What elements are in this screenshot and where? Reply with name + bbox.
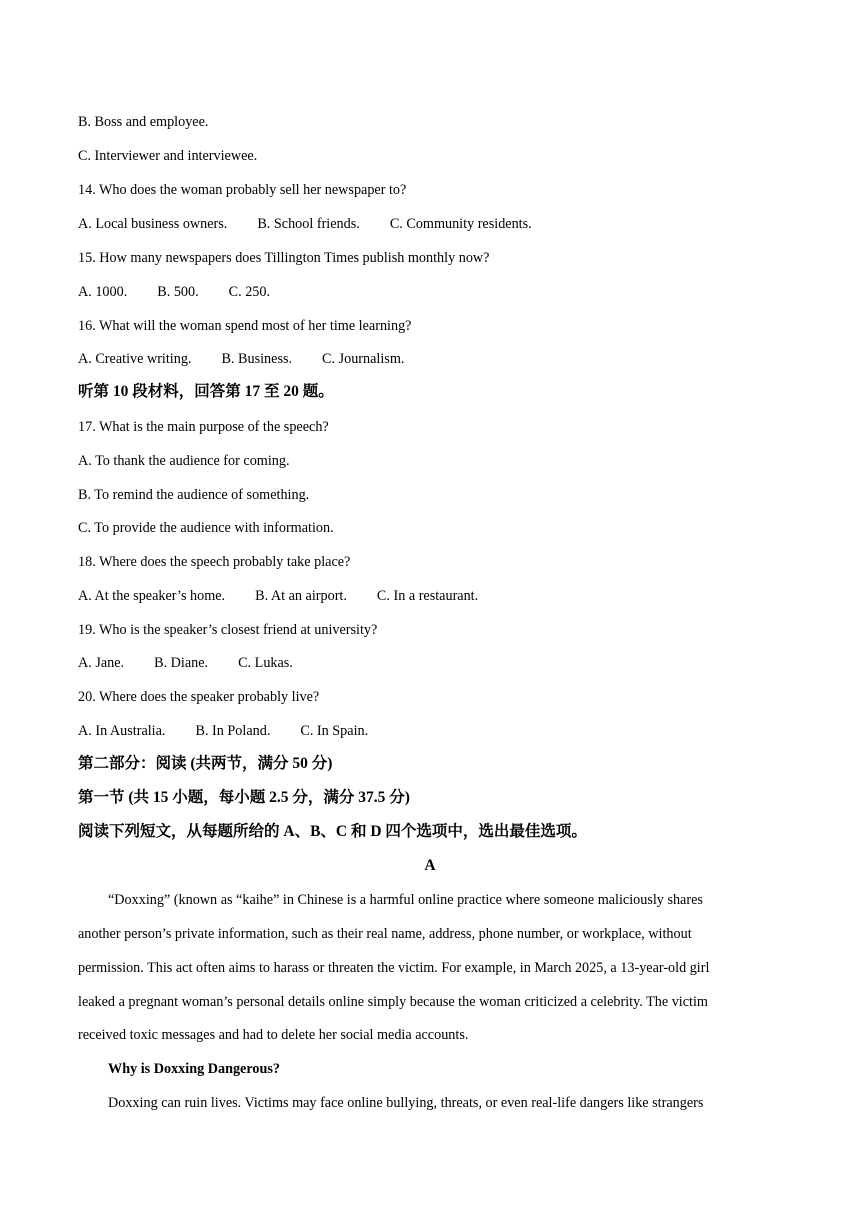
- reading-instructions: 阅读下列短文，从每题所给的 A、B、C 和 D 四个选项中，选出最佳选项。: [78, 823, 587, 840]
- q19-options: [78, 653, 293, 673]
- passage-para1-line4: leaked a pregnant woman’s personal details online simply because the woman criticized a celebrity. The victim: [78, 994, 708, 1010]
- passage-para1-line1: “Doxxing” (known as “kaihe” in Chinese is a harmful online practice where someone maliciously shares: [108, 892, 703, 908]
- q19-question: 19. Who is the speaker’s closest friend at university?: [78, 622, 378, 638]
- q15-option-b: B. 500.: [157, 284, 199, 300]
- q18-option-a: A. At the speaker’s home.: [78, 588, 226, 604]
- q16-option-b: B. Business.: [221, 351, 293, 367]
- q17-option-a: A. To thank the audience for coming.: [78, 453, 290, 469]
- q13-option-c: C. Interviewer and interviewee.: [78, 148, 258, 164]
- q16-option-c: C. Journalism.: [322, 351, 405, 367]
- part2-heading: 第二部分：阅读 (共两节，满分 50 分): [78, 755, 333, 772]
- q20-options: [78, 721, 368, 741]
- q17-option-b: B. To remind the audience of something.: [78, 487, 310, 503]
- q20-question: 20. Where does the speaker probably live?: [78, 689, 320, 705]
- q20-option-b: B. In Poland.: [195, 723, 271, 739]
- q19-option-a: A. Jane.: [78, 655, 125, 671]
- q18-option-c: C. In a restaurant.: [376, 588, 479, 604]
- q18-question: 18. Where does the speech probably take place?: [78, 554, 351, 570]
- q16-question: 16. What will the woman spend most of her time learning?: [78, 318, 412, 334]
- passage-label: A: [424, 857, 436, 874]
- q20-option-c: C. In Spain.: [300, 723, 369, 739]
- passage-para2-line1: Doxxing can ruin lives. Victims may face online bullying, threats, or even real-life dangers like strangers: [108, 1095, 704, 1111]
- q15-question: 15. How many newspapers does Tillington Times publish monthly now?: [78, 250, 490, 266]
- q13-option-b: B. Boss and employee.: [78, 114, 209, 130]
- q15-option-a: A. 1000.: [78, 284, 128, 300]
- q14-option-a: A. Local business owners.: [78, 216, 228, 232]
- q17-question: 17. What is the main purpose of the speech?: [78, 419, 329, 435]
- q18-option-b: B. At an airport.: [255, 588, 347, 604]
- passage-subheading: Why is Doxxing Dangerous?: [108, 1061, 280, 1077]
- q20-option-a: A. In Australia.: [78, 723, 166, 739]
- passage-para1-line3: permission. This act often aims to harass or threaten the victim. For example, in March 2025, a 13-year-old girl: [78, 960, 710, 976]
- q14-options: [78, 214, 532, 234]
- q15-option-c: C. 250.: [228, 284, 271, 300]
- q16-options: [78, 349, 404, 369]
- q15-options: [78, 282, 270, 302]
- q16-option-a: A. Creative writing.: [78, 351, 192, 367]
- section1-heading: 第一节 (共 15 小题，每小题 2.5 分，满分 37.5 分): [78, 789, 410, 806]
- q17-option-c: C. To provide the audience with information.: [78, 520, 334, 536]
- q14-question: 14. Who does the woman probably sell her newspaper to?: [78, 182, 407, 198]
- q14-option-b: B. School friends.: [257, 216, 360, 232]
- section10-heading: 听第 10 段材料，回答第 17 至 20 题。: [78, 383, 334, 400]
- q18-options: [78, 586, 478, 606]
- passage-para1-line2: another person’s private information, such as their real name, address, phone number, or workplace, without: [78, 926, 692, 942]
- q19-option-c: C. Lukas.: [238, 655, 293, 671]
- q19-option-b: B. Diane.: [154, 655, 209, 671]
- q14-option-c: C. Community residents.: [389, 216, 532, 232]
- passage-para1-line5: received toxic messages and had to delete her social media accounts.: [78, 1027, 469, 1043]
